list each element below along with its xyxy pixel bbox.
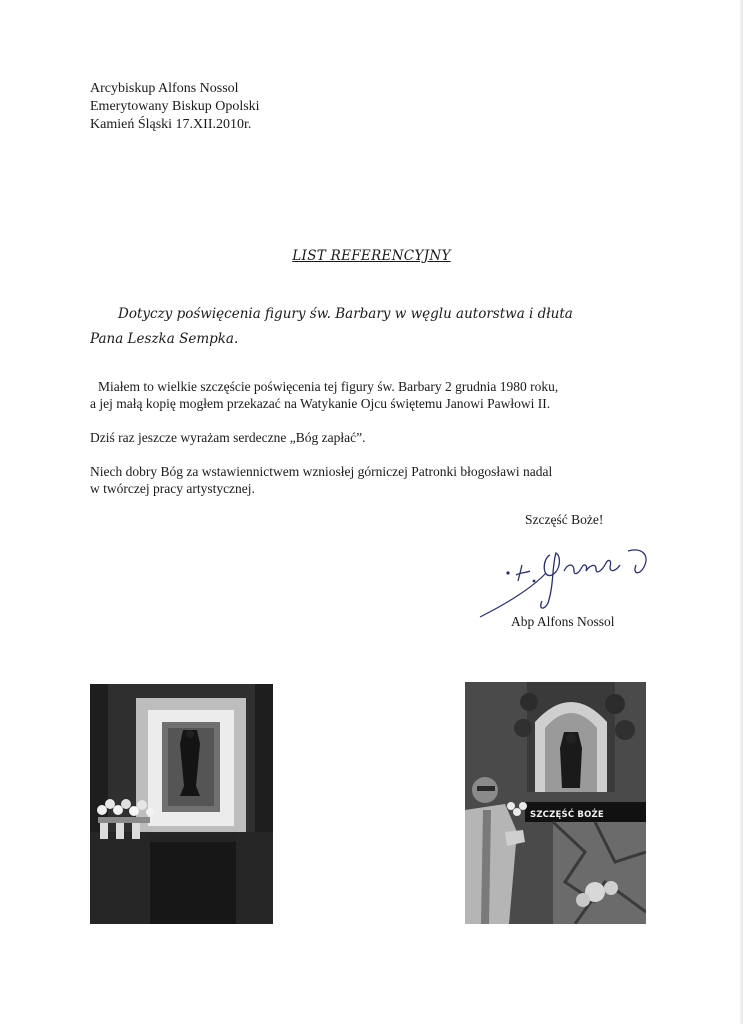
sender-name: Arcybiskup Alfons Nossol — [90, 81, 239, 96]
body-paragraph-2 — [90, 429, 670, 446]
subject-line-2: Pana Leszka Sempka. — [90, 331, 239, 347]
letter-title: LIST REFERENCYJNY — [292, 248, 451, 264]
paragraph-2-line-1: Dziś raz jeszcze wyrażam serdeczne „Bóg zapłać”. — [90, 430, 366, 445]
handwritten-signature — [478, 545, 678, 625]
letter-subject — [90, 302, 670, 352]
sender-place-date: Kamień Śląski 17.XII.2010r. — [90, 117, 252, 132]
body-paragraph-1 — [90, 378, 670, 412]
sender-block — [90, 80, 260, 134]
altar-statue-photo — [90, 684, 273, 924]
sender-position: Emerytowany Biskup Opolski — [90, 99, 260, 114]
signer-name: Abp Alfons Nossol — [511, 614, 615, 629]
bishop-blessing-photo — [465, 682, 646, 924]
closing-greeting: Szczęść Boże! — [525, 512, 604, 527]
paragraph-1-line-1: Miałem to wielkie szczęście poświęcenia tej figury św. Barbary 2 grudnia 1980 roku, — [98, 379, 559, 394]
body-paragraph-3 — [90, 463, 670, 497]
subject-line-1: Dotyczy poświęcenia figury św. Barbary w węglu autorstwa i dłuta — [118, 306, 573, 322]
paragraph-1-line-2: a jej małą kopię mogłem przekazać na Watykanie Ojcu świętemu Janowi Pawłowi II. — [90, 396, 551, 411]
paragraph-3-line-2: w twórczej pracy artystycznej. — [90, 481, 255, 496]
photo-banner-caption: SZCZĘŚĆ BOŻE — [530, 810, 604, 820]
scan-edge-shadow — [739, 0, 743, 1024]
paragraph-3-line-1: Niech dobry Bóg za wstawiennictwem wzniosłej górniczej Patronki błogosławi nadal — [90, 464, 553, 479]
